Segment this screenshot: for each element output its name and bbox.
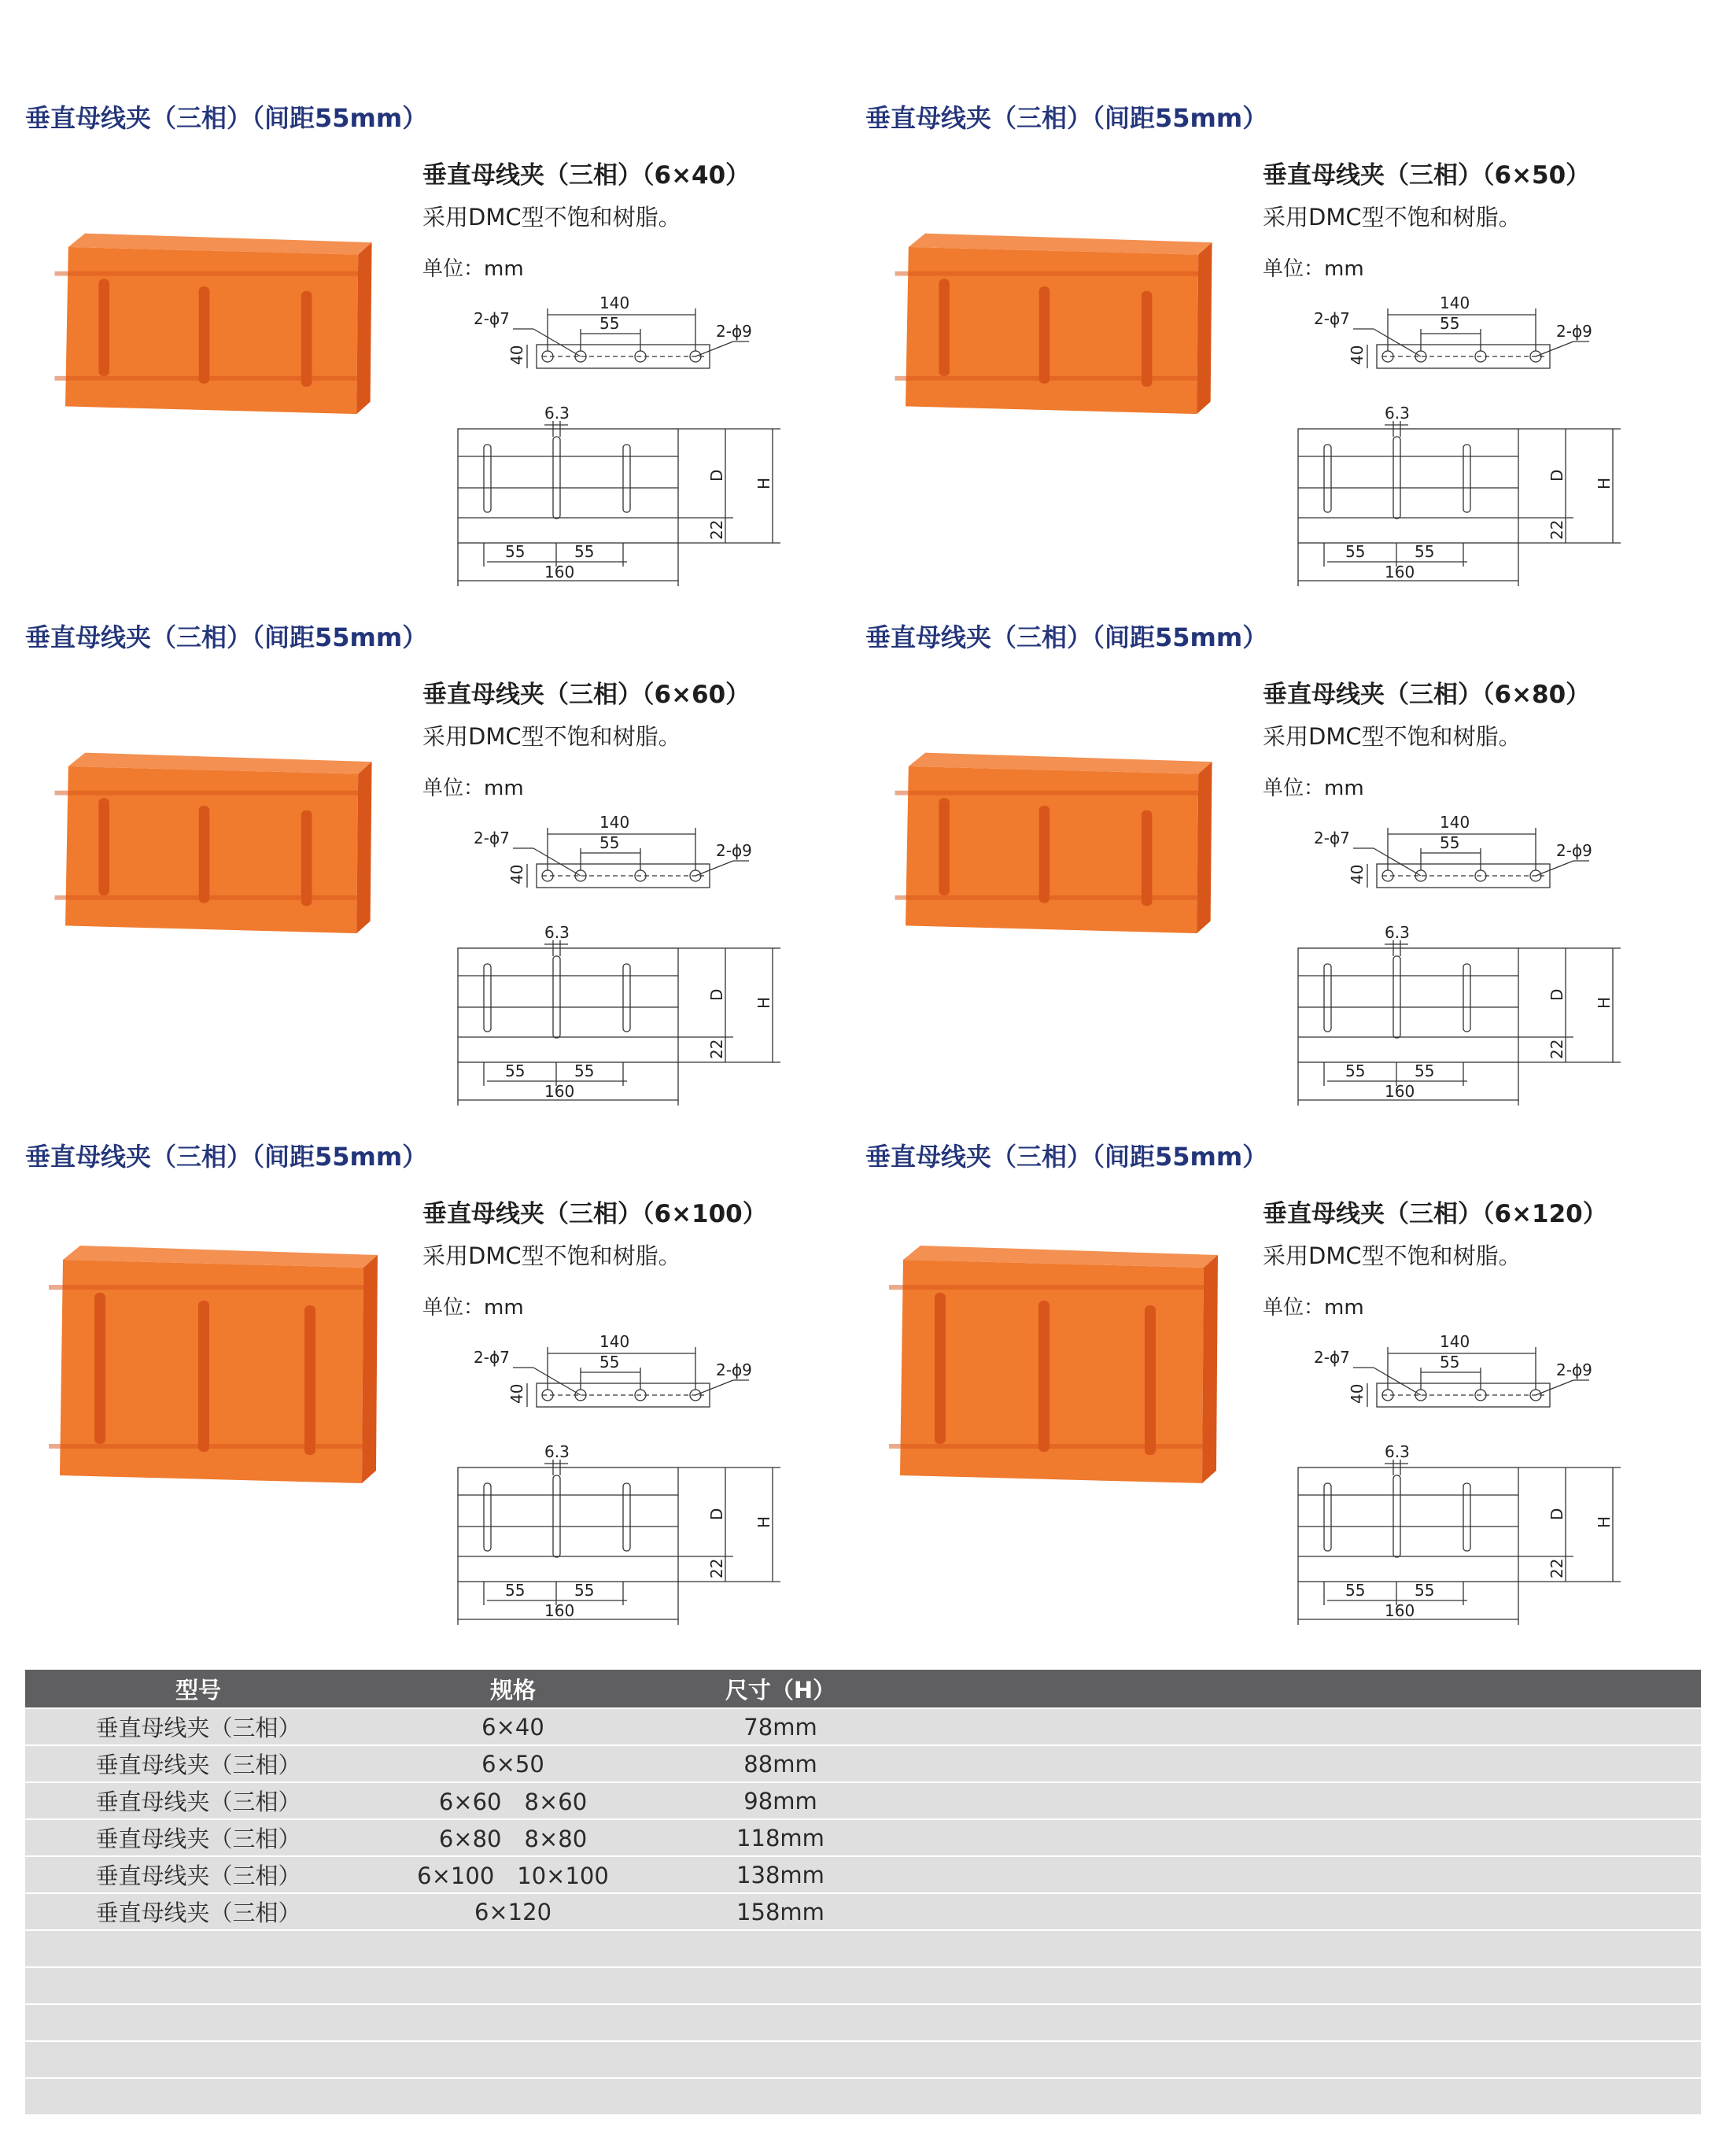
drawing-container <box>1306 1322 1684 1668</box>
material-text: 采用DMC型不饱和树脂。 <box>422 723 681 750</box>
dim-text-160: 160 <box>1385 1601 1415 1620</box>
table-row <box>25 1818 1701 1855</box>
leader-large-holes <box>695 861 733 876</box>
product-section <box>25 98 843 602</box>
slot-right <box>1463 1483 1470 1551</box>
model-name: 垂直母线夹（三相）（6×80） <box>1263 681 1591 709</box>
dim-text-55-right: 55 <box>1415 1061 1435 1080</box>
dimension-drawing <box>1306 803 1684 1149</box>
holes-small-label: 2-ϕ7 <box>1314 309 1350 328</box>
product-photo <box>41 1231 387 1510</box>
dimension-drawing <box>466 1322 843 1668</box>
slot-right <box>623 445 630 512</box>
dim-text-55-right: 55 <box>574 542 595 561</box>
slot-left <box>484 964 491 1032</box>
leader-small-holes <box>1374 1368 1421 1395</box>
holes-small-label: 2-ϕ7 <box>1314 1348 1350 1367</box>
dim-text-h: H <box>754 996 773 1009</box>
leader-large-holes <box>695 341 733 356</box>
spec-block <box>1263 155 1672 282</box>
spec-block <box>422 674 832 801</box>
dim-text-55: 55 <box>1440 314 1460 333</box>
dim-text-40: 40 <box>507 864 526 884</box>
table-row <box>25 1744 1701 1781</box>
dim-text-6-3: 6.3 <box>1385 404 1410 423</box>
dim-text-40: 40 <box>507 1383 526 1404</box>
model-name: 垂直母线夹（三相）（6×50） <box>1263 161 1591 190</box>
cell-model: 垂直母线夹（三相） <box>95 1752 301 1778</box>
leader-small-holes <box>533 848 581 876</box>
product-section <box>25 1137 843 1641</box>
section-title: 垂直母线夹（三相）（间距55mm） <box>865 622 1268 652</box>
cell-spec: 6×60 8×60 <box>438 1789 588 1815</box>
dimension-drawing <box>466 803 843 1149</box>
cell-size: 158mm <box>736 1898 824 1925</box>
clamp-photo <box>41 1231 387 1507</box>
dim-text-140: 140 <box>1440 1332 1470 1351</box>
table-row <box>25 1892 1701 1929</box>
slot-left <box>484 1483 491 1551</box>
dim-text-55-left: 55 <box>1345 1061 1366 1080</box>
table-row <box>25 2077 1701 2114</box>
unit-label: 单位：mm <box>1263 777 1364 800</box>
dim-text-h: H <box>754 477 773 489</box>
holes-large-label: 2-ϕ9 <box>716 841 752 860</box>
dim-text-140: 140 <box>599 813 630 832</box>
leader-small-holes <box>533 329 581 356</box>
dimension-drawing <box>1306 1322 1684 1668</box>
table-row <box>25 2003 1701 2040</box>
table-row <box>25 1966 1701 2003</box>
cell-size: 78mm <box>743 1713 817 1741</box>
dim-text-55-right: 55 <box>1415 1581 1435 1600</box>
holes-large-label: 2-ϕ9 <box>1556 841 1592 860</box>
cell-size: 98mm <box>743 1787 817 1815</box>
material-text: 采用DMC型不饱和树脂。 <box>422 1242 681 1269</box>
dim-text-140: 140 <box>1440 293 1470 312</box>
slot-right <box>1463 445 1470 512</box>
table-row <box>25 1855 1701 1892</box>
dim-text-6-3: 6.3 <box>544 1442 570 1461</box>
material-text: 采用DMC型不饱和树脂。 <box>1263 204 1522 231</box>
column-header-size: 尺寸（H） <box>725 1676 836 1704</box>
holes-large-label: 2-ϕ9 <box>716 322 752 341</box>
dimension-drawing <box>466 283 843 629</box>
leader-small-holes <box>533 1368 581 1395</box>
spec-block <box>422 155 832 282</box>
column-header-spec: 规格 <box>489 1676 536 1704</box>
dim-text-d: D <box>707 469 726 482</box>
dim-text-40: 40 <box>1348 345 1367 365</box>
table-row <box>25 1707 1701 1744</box>
dim-text-22: 22 <box>707 1558 726 1578</box>
cell-model: 垂直母线夹（三相） <box>95 1863 301 1889</box>
dim-text-22: 22 <box>1547 1039 1566 1059</box>
cell-spec: 6×80 8×80 <box>438 1826 588 1852</box>
product-section <box>865 1137 1684 1641</box>
dim-text-22: 22 <box>707 519 726 540</box>
product-section <box>865 98 1684 602</box>
column-header-model: 型号 <box>175 1676 221 1704</box>
dim-text-160: 160 <box>544 563 575 581</box>
slot-middle <box>1393 437 1400 519</box>
cell-size: 138mm <box>736 1861 824 1888</box>
dim-text-d: D <box>1547 469 1566 482</box>
material-text: 采用DMC型不饱和树脂。 <box>1263 723 1522 750</box>
dim-text-h: H <box>1595 477 1614 489</box>
dim-text-22: 22 <box>1547 519 1566 540</box>
section-title: 垂直母线夹（三相）（间距55mm） <box>865 103 1268 133</box>
dim-text-160: 160 <box>544 1082 575 1101</box>
table-header <box>25 1670 1701 1707</box>
unit-label: 单位：mm <box>422 257 524 281</box>
dim-text-55: 55 <box>599 833 620 852</box>
dimension-drawing <box>1306 283 1684 629</box>
dim-text-40: 40 <box>507 345 526 365</box>
drawing-container <box>1306 283 1684 629</box>
drawing-container <box>466 803 843 1149</box>
dim-text-d: D <box>707 1508 726 1520</box>
cell-spec: 6×100 10×100 <box>417 1863 609 1889</box>
table-row <box>25 2040 1701 2077</box>
slot-left <box>1324 964 1331 1032</box>
holes-small-label: 2-ϕ7 <box>474 1348 510 1367</box>
dim-text-160: 160 <box>1385 563 1415 581</box>
product-photo <box>881 224 1227 440</box>
unit-label: 单位：mm <box>1263 1296 1364 1320</box>
table-body <box>25 1707 1701 2114</box>
slot-right <box>623 964 630 1032</box>
dim-text-d: D <box>707 988 726 1001</box>
drawing-container <box>466 1322 843 1668</box>
dim-text-55-left: 55 <box>1345 1581 1366 1600</box>
dim-text-h: H <box>1595 1515 1614 1528</box>
table-row <box>25 1929 1701 1966</box>
spec-block <box>1263 1194 1672 1320</box>
dim-text-140: 140 <box>599 293 630 312</box>
slot-middle <box>553 956 560 1038</box>
product-photo <box>41 224 387 440</box>
dim-text-140: 140 <box>1440 813 1470 832</box>
unit-label: 单位：mm <box>422 1296 524 1320</box>
section-title: 垂直母线夹（三相）（间距55mm） <box>25 1142 428 1172</box>
dim-text-22: 22 <box>1547 1558 1566 1578</box>
unit-label: 单位：mm <box>422 777 524 800</box>
model-name: 垂直母线夹（三相）（6×40） <box>422 161 751 190</box>
dim-text-40: 40 <box>1348 864 1367 884</box>
cell-size: 88mm <box>743 1750 817 1778</box>
model-name: 垂直母线夹（三相）（6×100） <box>422 1200 767 1228</box>
drawing-container <box>466 283 843 629</box>
clamp-photo <box>881 744 1227 956</box>
holes-large-label: 2-ϕ9 <box>1556 1360 1592 1379</box>
section-title: 垂直母线夹（三相）（间距55mm） <box>25 103 428 133</box>
cell-model: 垂直母线夹（三相） <box>95 1715 301 1741</box>
dim-text-55-right: 55 <box>574 1581 595 1600</box>
material-text: 采用DMC型不饱和树脂。 <box>422 204 681 231</box>
slot-middle <box>1393 956 1400 1038</box>
cell-model: 垂直母线夹（三相） <box>95 1826 301 1852</box>
material-text: 采用DMC型不饱和树脂。 <box>1263 1242 1522 1269</box>
dim-text-6-3: 6.3 <box>1385 1442 1410 1461</box>
dim-text-55-left: 55 <box>505 542 526 561</box>
cell-spec: 6×50 <box>481 1750 544 1778</box>
leader-large-holes <box>1536 861 1573 876</box>
dim-text-6-3: 6.3 <box>544 923 570 942</box>
dim-text-55-right: 55 <box>1415 542 1435 561</box>
spec-block <box>422 1194 832 1320</box>
dim-text-h: H <box>754 1515 773 1528</box>
cell-size: 118mm <box>736 1824 824 1851</box>
dim-text-d: D <box>1547 988 1566 1001</box>
product-section <box>25 618 843 1121</box>
unit-label: 单位：mm <box>1263 257 1364 281</box>
cell-model: 垂直母线夹（三相） <box>95 1789 301 1815</box>
dim-text-55-right: 55 <box>574 1061 595 1080</box>
slot-middle <box>1393 1475 1400 1557</box>
slot-middle <box>553 1475 560 1557</box>
dim-text-160: 160 <box>1385 1082 1415 1101</box>
dim-text-55-left: 55 <box>505 1061 526 1080</box>
section-title: 垂直母线夹（三相）（间距55mm） <box>865 1142 1268 1172</box>
holes-small-label: 2-ϕ7 <box>1314 829 1350 847</box>
slot-right <box>623 1483 630 1551</box>
clamp-photo <box>881 1231 1227 1507</box>
dim-text-160: 160 <box>544 1601 575 1620</box>
drawing-container <box>1306 803 1684 1149</box>
dim-text-55-left: 55 <box>505 1581 526 1600</box>
dim-text-140: 140 <box>599 1332 630 1351</box>
leader-large-holes <box>1536 341 1573 356</box>
section-title: 垂直母线夹（三相）（间距55mm） <box>25 622 428 652</box>
leader-large-holes <box>695 1380 733 1395</box>
model-name: 垂直母线夹（三相）（6×60） <box>422 681 751 709</box>
cell-model: 垂直母线夹（三相） <box>95 1899 301 1926</box>
slot-left <box>484 445 491 512</box>
dim-text-h: H <box>1595 996 1614 1009</box>
dim-text-55: 55 <box>599 1353 620 1371</box>
model-name: 垂直母线夹（三相）（6×120） <box>1263 1200 1607 1228</box>
holes-large-label: 2-ϕ9 <box>716 1360 752 1379</box>
dim-text-22: 22 <box>707 1039 726 1059</box>
product-photo <box>41 744 387 959</box>
leader-small-holes <box>1374 848 1421 876</box>
slot-right <box>1463 964 1470 1032</box>
holes-small-label: 2-ϕ7 <box>474 309 510 328</box>
clamp-photo <box>881 224 1227 437</box>
dim-text-55: 55 <box>599 314 620 333</box>
product-photo <box>881 1231 1227 1510</box>
dim-text-55: 55 <box>1440 833 1460 852</box>
dim-text-55-left: 55 <box>1345 542 1366 561</box>
dim-text-40: 40 <box>1348 1383 1367 1404</box>
leader-large-holes <box>1536 1380 1573 1395</box>
dim-text-6-3: 6.3 <box>544 404 570 423</box>
product-section <box>865 618 1684 1121</box>
cell-spec: 6×120 <box>474 1898 552 1925</box>
slot-left <box>1324 445 1331 512</box>
dim-text-55: 55 <box>1440 1353 1460 1371</box>
dim-text-d: D <box>1547 1508 1566 1520</box>
slot-left <box>1324 1483 1331 1551</box>
cell-spec: 6×40 <box>481 1713 544 1741</box>
clamp-photo <box>41 744 387 956</box>
dim-text-6-3: 6.3 <box>1385 923 1410 942</box>
holes-large-label: 2-ϕ9 <box>1556 322 1592 341</box>
spec-block <box>1263 674 1672 801</box>
leader-small-holes <box>1374 329 1421 356</box>
slot-middle <box>553 437 560 519</box>
product-photo <box>881 744 1227 959</box>
holes-small-label: 2-ϕ7 <box>474 829 510 847</box>
spec-table <box>25 1670 1701 2114</box>
clamp-photo <box>41 224 387 437</box>
table-row <box>25 1781 1701 1818</box>
